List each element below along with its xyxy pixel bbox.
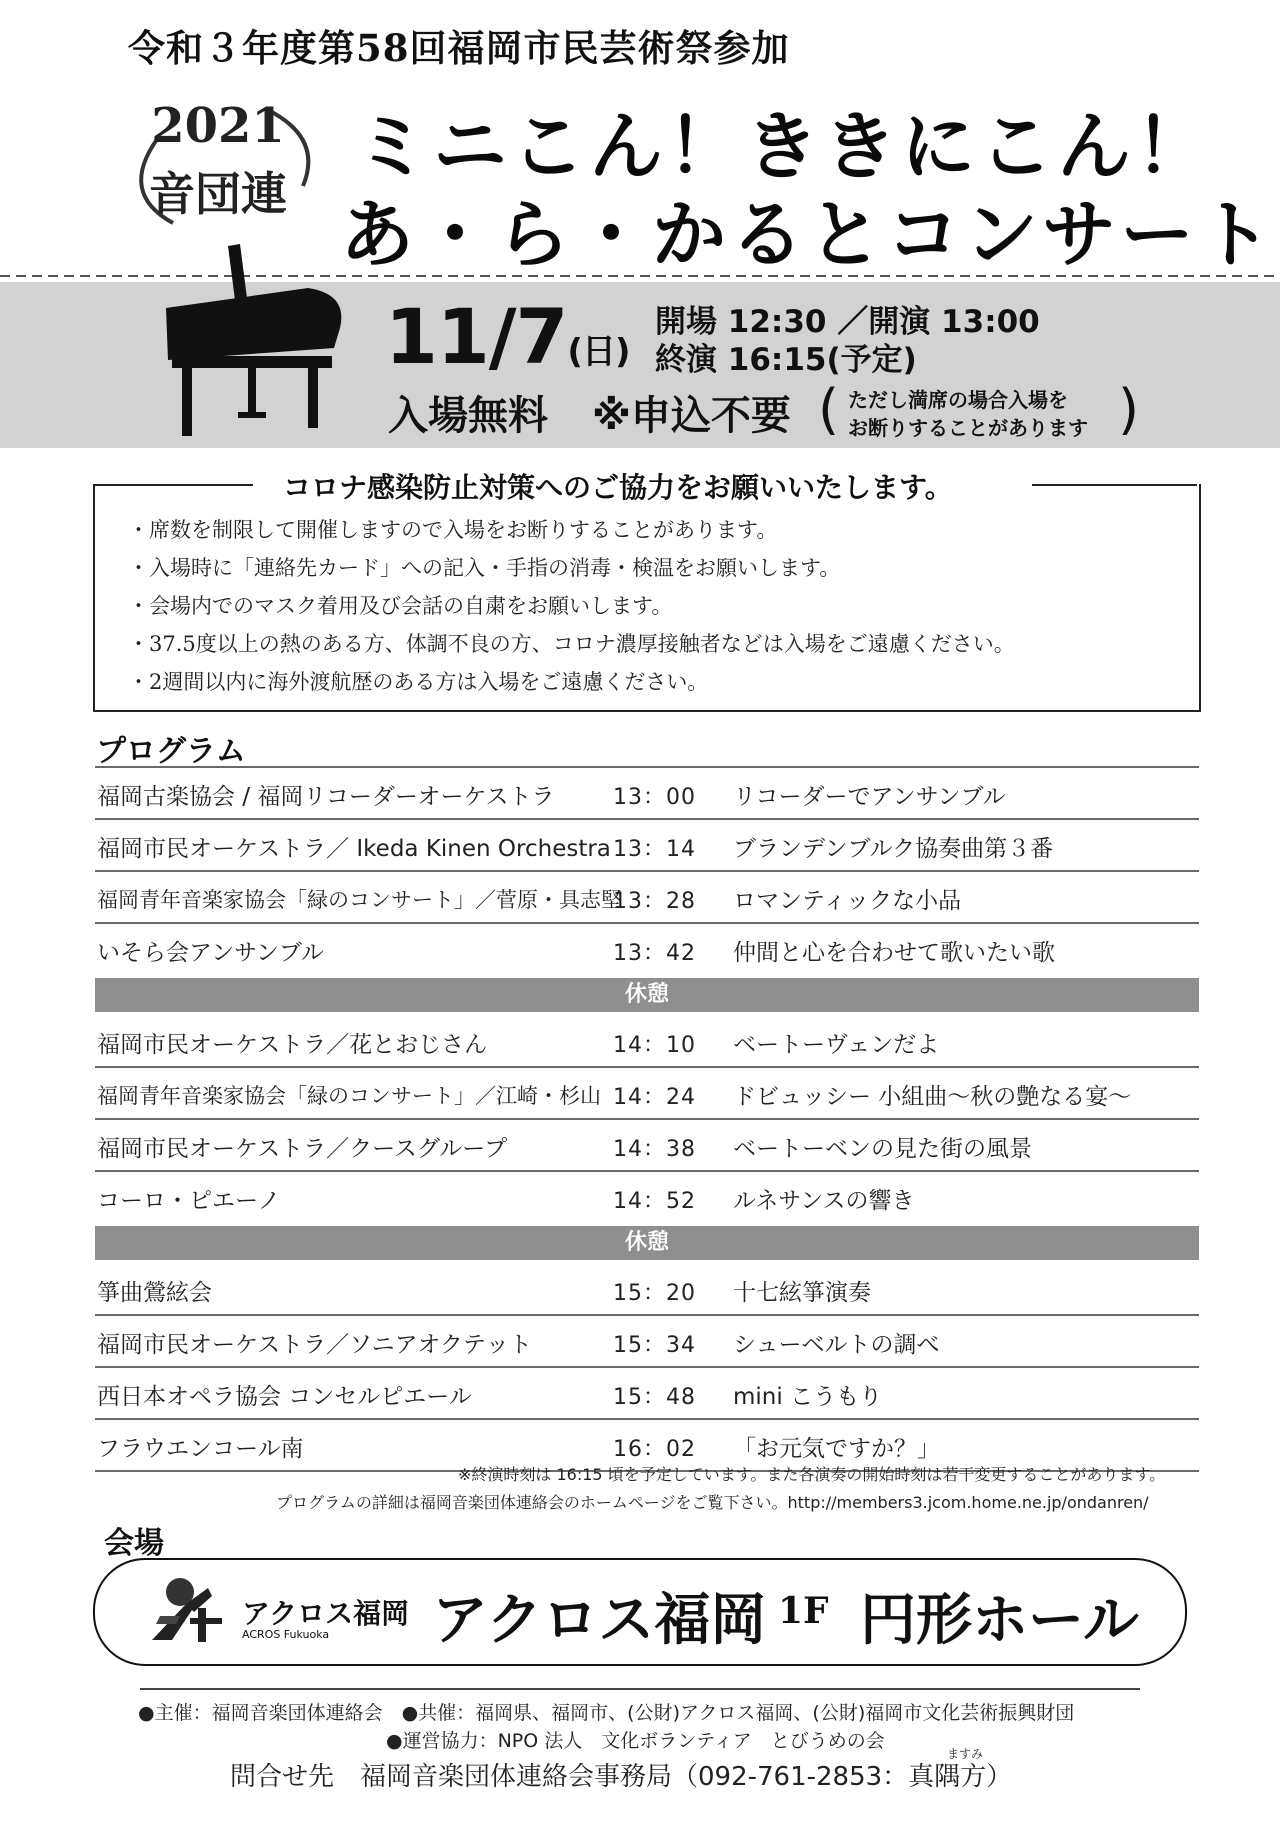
start-time: 14：24: [613, 1085, 696, 1110]
venue-logo-text: アクロス福岡: [242, 1597, 410, 1630]
corona-item: ・入場時に「連絡先カード」への記入・手指の消毒・検温をお願いします。: [128, 556, 841, 580]
paren-right: ): [1118, 378, 1140, 441]
paren-left: (: [818, 378, 840, 441]
performer: 福岡青年音楽家協会「緑のコンサート」／江崎・杉山: [97, 1084, 601, 1108]
piece: mini こうもり: [733, 1384, 883, 1410]
start-time: 16：02: [613, 1437, 696, 1462]
organizer-divider: [140, 1688, 1140, 1690]
program-row: [95, 872, 1199, 924]
piece: ブランデンブルク協奏曲第３番: [733, 836, 1054, 862]
performer: 福岡古楽協会 / 福岡リコーダーオーケストラ: [97, 784, 555, 810]
start-time: 13：00: [613, 785, 696, 810]
start-time: 14：10: [613, 1033, 696, 1058]
title-line-1: ミニこん！ききにこん！: [355, 104, 1213, 190]
intermission-bar: 休憩: [95, 1226, 1199, 1260]
organizers-line-2: ●運営協力：NPO 法人 文化ボランティア とびうめの会: [386, 1730, 885, 1752]
piece: ドビュッシー 小組曲〜秋の艶なる宴〜: [733, 1084, 1132, 1110]
program-row: [95, 820, 1199, 872]
start-time: 13：42: [613, 941, 696, 966]
capacity-note-line1: ただし満席の場合入場を: [848, 388, 1068, 412]
title-line-2: あ・ら・かるとコンサート: [340, 192, 1276, 278]
start-time: 13：14: [613, 837, 696, 862]
piece: 「お元気ですか？」: [733, 1436, 940, 1462]
venue-logo-subtext: ACROS Fukuoka: [242, 1628, 330, 1641]
capacity-note: [818, 380, 1138, 444]
program-row: [95, 1368, 1199, 1420]
start-time: 15：34: [613, 1333, 696, 1358]
piece: 十七絃箏演奏: [733, 1280, 871, 1306]
performer: フラウエンコール南: [97, 1436, 304, 1462]
start-time: 15：48: [613, 1385, 696, 1410]
corona-item: ・会場内でのマスク着用及び会話の自粛をお願いします。: [128, 594, 673, 618]
venue-name: アクロス福岡: [432, 1588, 767, 1653]
timing-footnote: ※終演時刻は 16:15 頃を予定しています。また各演奏の開始時刻は若干変更することがあります。: [458, 1465, 1166, 1484]
performer: 箏曲鶯絃会: [97, 1280, 212, 1306]
admission-free: 入場無料: [388, 393, 548, 439]
badge-year: 2021: [151, 98, 285, 154]
piece: ルネサンスの響き: [733, 1188, 915, 1214]
capacity-note-line2: お断りすることがあります: [848, 416, 1088, 440]
piece: シューベルトの調べ: [733, 1332, 940, 1358]
end-time: 終演 16:15(予定): [655, 342, 917, 378]
performer: 福岡市民オーケストラ／ソニアオクテット: [97, 1332, 532, 1358]
program-row: [95, 1120, 1199, 1172]
date-value: 11/7: [385, 292, 568, 381]
program-title: プログラム: [96, 734, 246, 769]
piece: リコーダーでアンサンブル: [733, 784, 1006, 810]
program-row: [95, 1172, 1199, 1222]
acros-logo-icon: [146, 1574, 238, 1646]
corona-item: ・席数を制限して開催しますので入場をお断りすることがあります。: [128, 518, 778, 542]
piece: 仲間と心を合わせて歌いたい歌: [733, 940, 1055, 966]
program-row: [95, 1016, 1199, 1068]
piece: ベートーヴェンだよ: [733, 1032, 940, 1058]
program-row: [95, 1264, 1199, 1316]
start-time: 14：52: [613, 1189, 696, 1214]
venue-hall: 円形ホール: [860, 1588, 1139, 1653]
website-footnote: プログラムの詳細は福岡音楽団体連絡会のホームページをご覧下さい。http://members3.jcom.home.ne.jp/ondanren/: [276, 1493, 1149, 1512]
performer: 福岡市民オーケストラ／クースグループ: [97, 1136, 508, 1162]
event-date: [385, 292, 629, 381]
performer: いそら会アンサンブル: [97, 940, 325, 966]
start-time: 15：20: [613, 1281, 696, 1306]
performer: 西日本オペラ協会 コンセルピエール: [97, 1384, 472, 1410]
venue-title: 会場: [104, 1526, 164, 1561]
performer: 福岡青年音楽家協会「緑のコンサート」／菅原・具志堅: [97, 888, 622, 912]
no-registration: ※申込不要: [592, 393, 791, 439]
program-row: [95, 924, 1199, 974]
festival-subtitle: 令和３年度第58回福岡市民芸術祭参加: [128, 26, 790, 70]
date-day: (日): [567, 332, 630, 372]
badge: [118, 98, 318, 221]
corona-notice-title: コロナ感染防止対策へのご協力をお願いいたします。: [283, 471, 953, 504]
grand-piano-icon: [158, 236, 348, 446]
corona-item: ・2週間以内に海外渡航歴のある方は入場をご遠慮ください。: [128, 670, 709, 694]
contact-name-ruby: ますみ: [947, 1747, 984, 1761]
open-start-times: 開場 12:30 ／開演 13:00: [655, 304, 1040, 340]
start-time: 14：38: [613, 1137, 696, 1162]
performer: 福岡市民オーケストラ／花とおじさん: [97, 1032, 488, 1058]
intermission-bar: 休憩: [95, 978, 1199, 1012]
program-row: [95, 766, 1199, 820]
badge-org: 音団連: [149, 167, 287, 221]
venue-floor: 1F: [778, 1590, 829, 1632]
piece: ベートーベンの見た街の風景: [733, 1136, 1032, 1162]
contact-info: 問合せ先 福岡音楽団体連絡会事務局（092-761-2853：真隅方）: [230, 1762, 1013, 1792]
corona-box-top-left: [93, 484, 253, 486]
performer: コーロ・ピエーノ: [97, 1188, 281, 1214]
corona-box-top-right: [1032, 484, 1197, 486]
corona-item: ・37.5度以上の熱のある方、体調不良の方、コロナ濃厚接触者などは入場をご遠慮ください。: [128, 632, 1015, 656]
organizers-line-1: ●主催：福岡音楽団体連絡会 ●共催：福岡県、福岡市、(公財)アクロス福岡、(公財)福岡市文化芸術振興財団: [138, 1702, 1075, 1724]
program-row: [95, 1316, 1199, 1368]
performer: 福岡市民オーケストラ／ Ikeda Kinen Orchestra: [97, 836, 611, 862]
start-time: 13：28: [613, 889, 696, 914]
piece: ロマンティックな小品: [733, 888, 962, 914]
program-row: [95, 1068, 1199, 1120]
program-table: [95, 766, 1199, 1472]
